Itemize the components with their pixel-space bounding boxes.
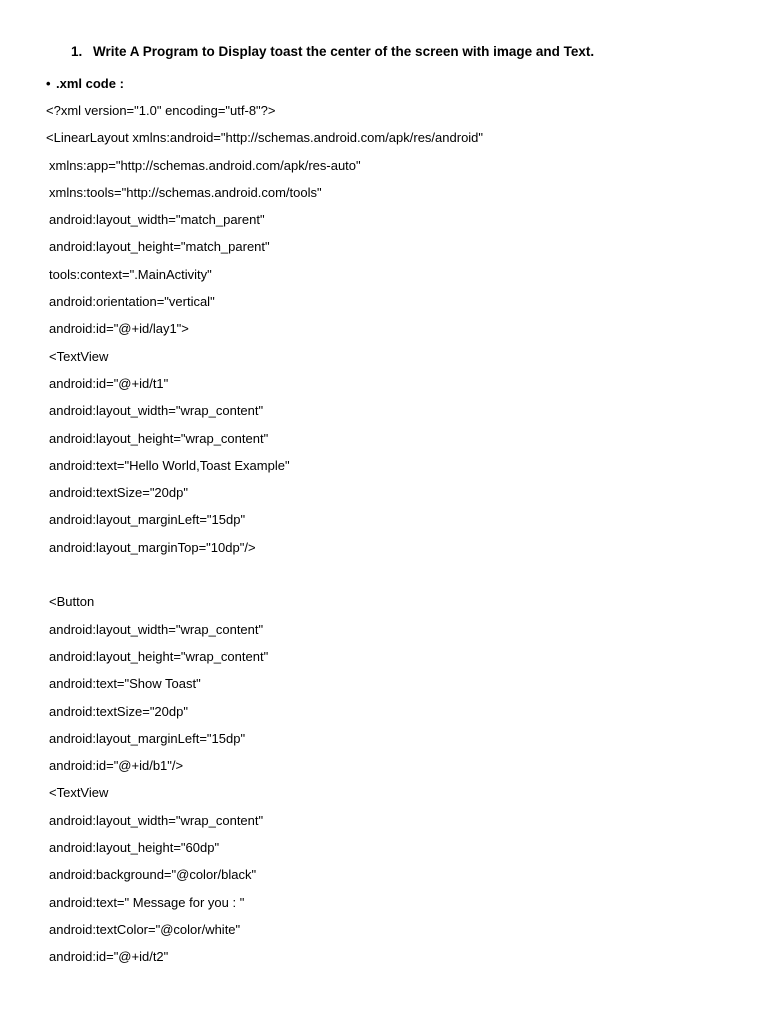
code-line: android:layout_width="wrap_content" [49,812,264,828]
code-line: android:layout_marginTop="10dp"/> [49,539,256,555]
code-line: <LinearLayout xmlns:android="http://schemas.android.com/apk/res/android" [46,130,484,146]
code-line: android:background="@color/black" [49,867,257,883]
section-label-text: .xml code : [56,76,124,91]
code-line: <Button [49,594,95,610]
question-number: 1. [71,44,83,59]
code-line: <?xml version="1.0" encoding="utf-8"?> [46,103,276,118]
code-line: android:text="Hello World,Toast Example" [49,457,290,473]
code-line: android:layout_height="match_parent" [49,239,270,255]
blank-line [0,566,768,593]
code-line: android:id="@+id/b1"/> [49,758,184,774]
code-line: android:id="@+id/lay1"> [49,321,189,337]
section-label [46,76,124,91]
code-line: xmlns:app="http://schemas.android.com/apk/res-auto" [49,157,361,173]
code-line: android:layout_height="wrap_content" [49,648,269,664]
bullet-icon: • [46,76,51,91]
code-line: tools:context=".MainActivity" [49,266,212,282]
code-line: android:textColor="@color/white" [49,921,241,937]
code-line: android:text=" Message for you : " [49,894,245,910]
code-line: android:layout_height="wrap_content" [49,430,269,446]
code-line: android:orientation="vertical" [49,294,215,310]
code-line: android:id="@+id/t2" [49,949,169,965]
code-line: xmlns:tools="http://schemas.android.com/tools" [49,184,322,200]
code-line: android:id="@+id/t1" [49,375,169,391]
code-line: android:textSize="20dp" [49,485,188,501]
code-line: android:layout_height="60dp" [49,840,220,856]
code-line: android:layout_width="wrap_content" [49,403,264,419]
code-line: android:layout_marginLeft="15dp" [49,512,246,528]
code-line: android:layout_width="match_parent" [49,212,265,228]
xml-code-block [0,102,768,976]
question-text: Write A Program to Display toast the center of the screen with image and Text. [93,44,595,59]
code-line: android:layout_width="wrap_content" [49,621,264,637]
code-line: android:text="Show Toast" [49,676,201,692]
code-line: android:textSize="20dp" [49,703,188,719]
question-heading [71,44,594,59]
code-line: <TextView [49,348,109,364]
code-line: android:layout_marginLeft="15dp" [49,730,246,746]
code-line: <TextView [49,785,109,801]
